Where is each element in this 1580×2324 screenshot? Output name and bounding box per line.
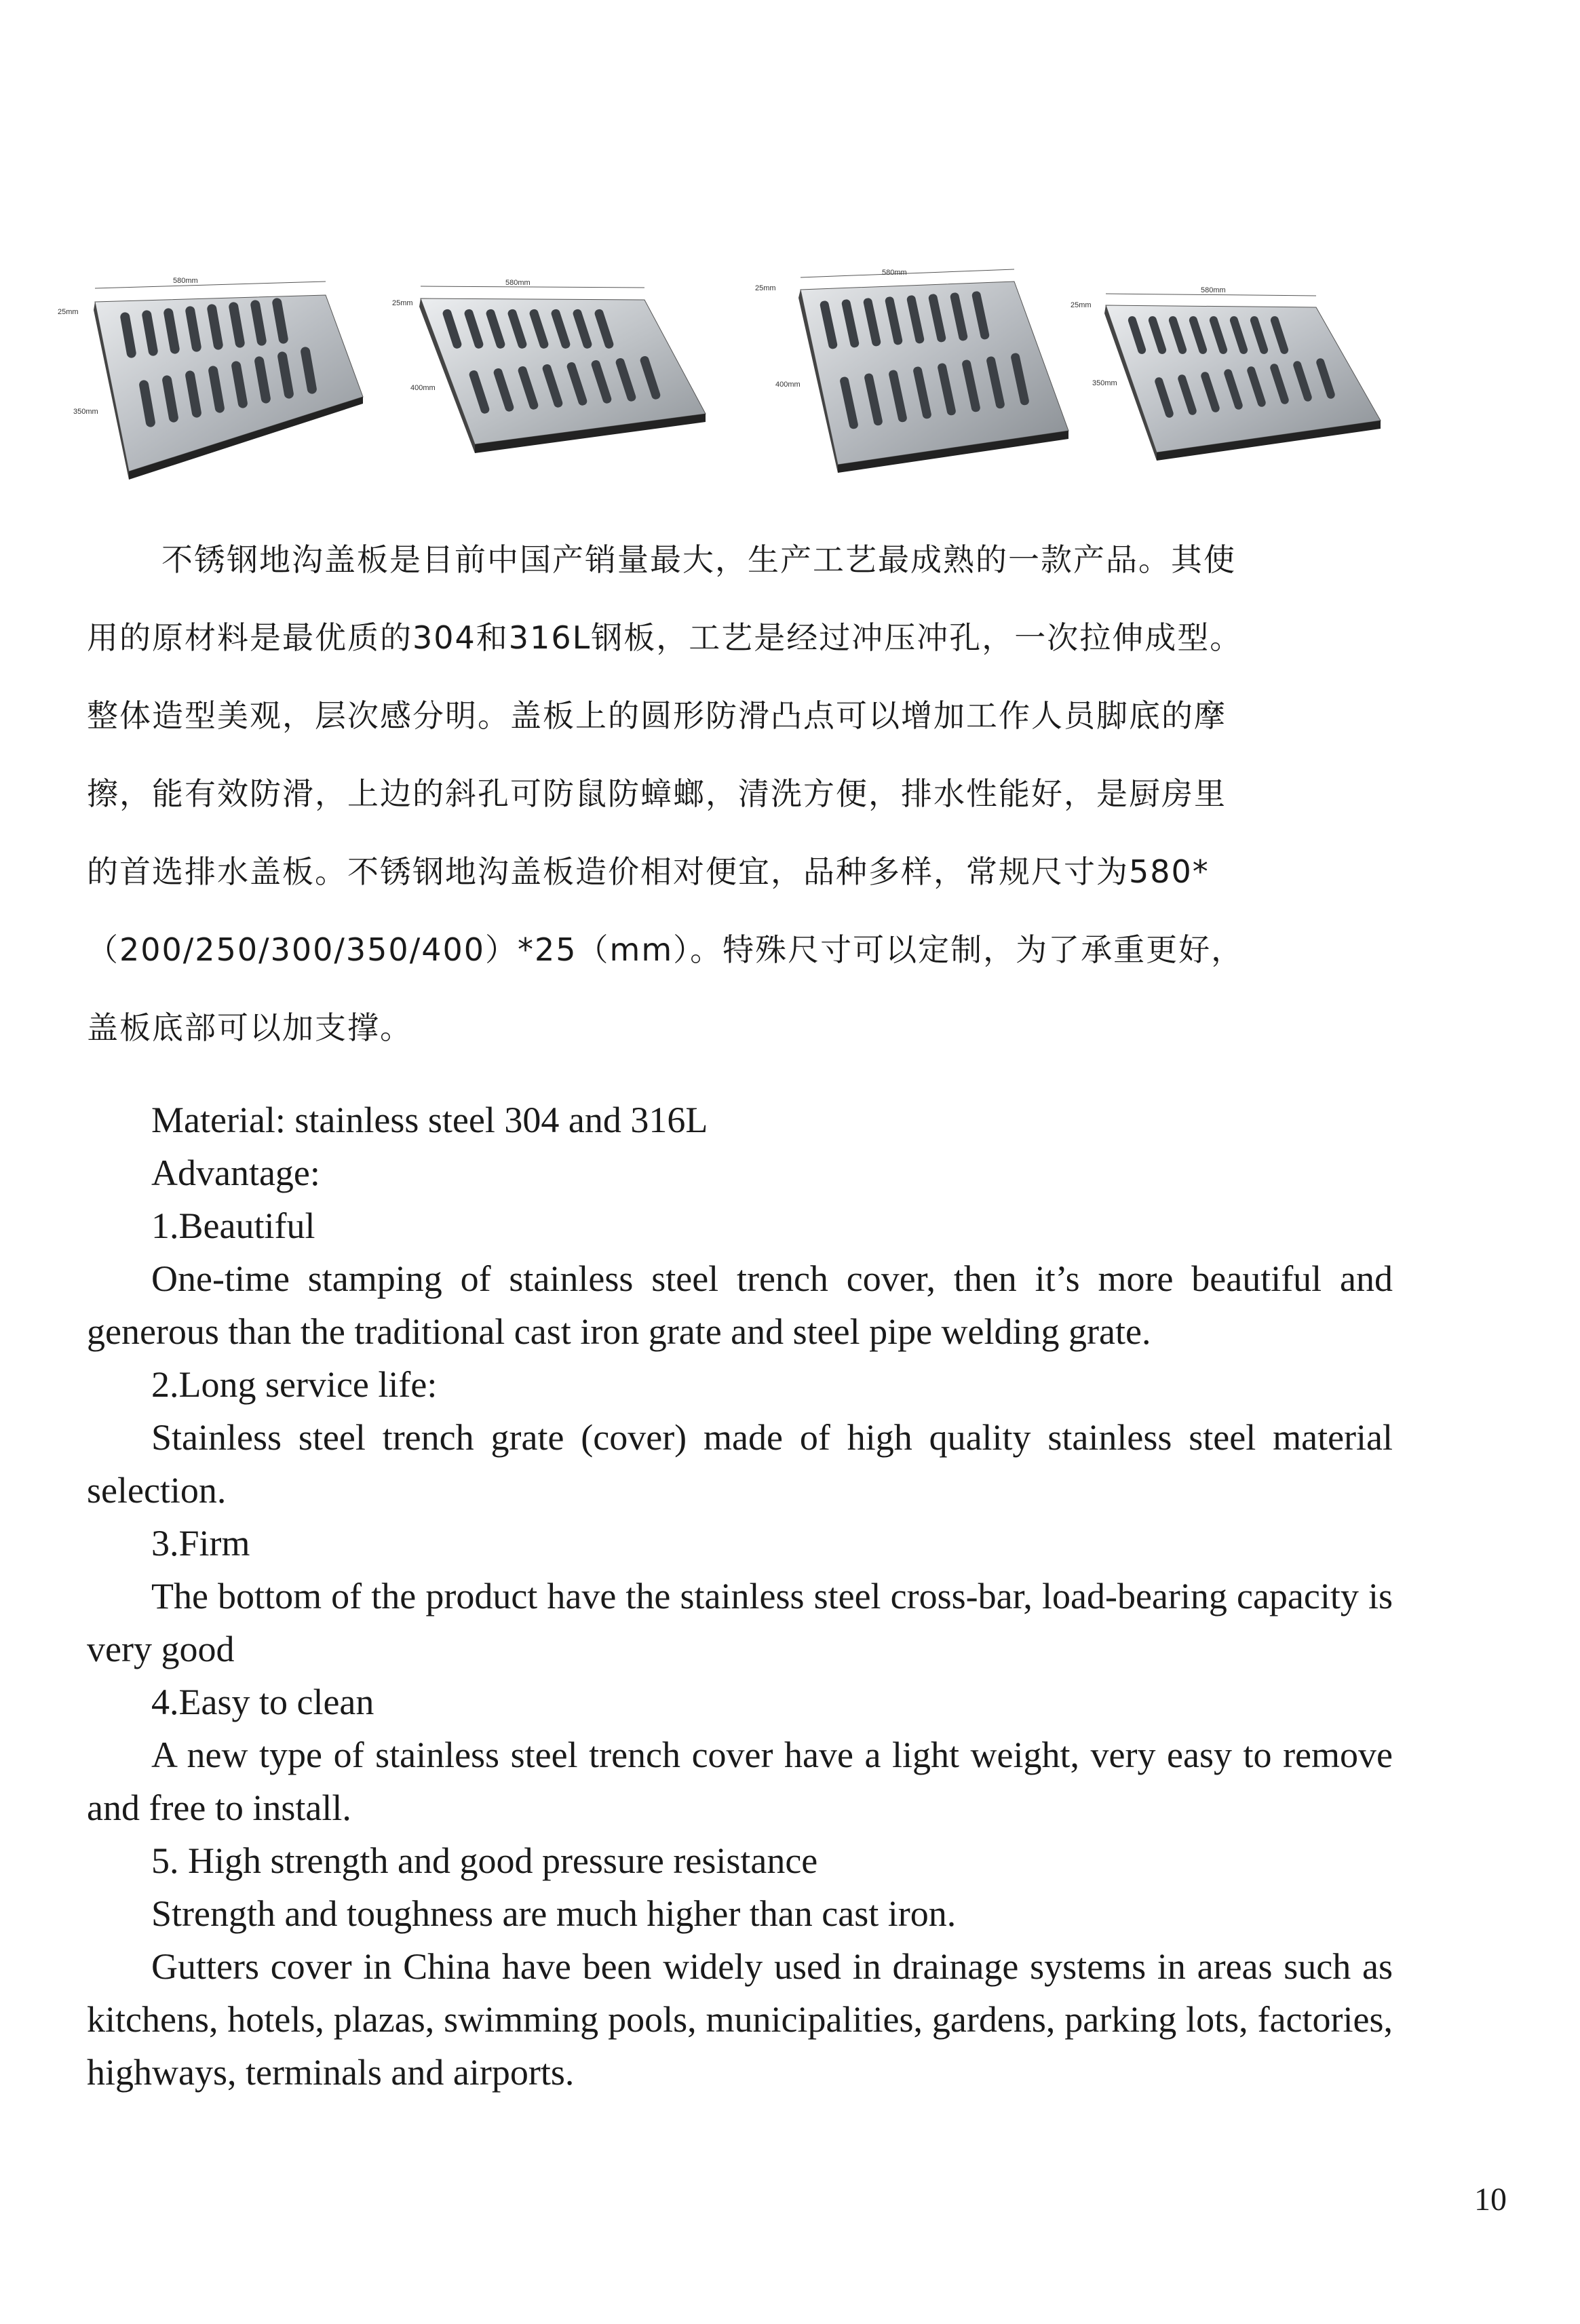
advantage-body: Strength and toughness are much higher than cast iron. [151, 1893, 957, 1934]
width-dimension-label: 580mm [1201, 286, 1226, 294]
chinese-line: 擦，能有效防滑，上边的斜孔可防鼠防蟑螂，清洗方便，排水性能好，是厨房里 [87, 775, 1227, 812]
chinese-line: （200/250/300/350/400）*25（mm）。特殊尺寸可以定制，为了承重更好， [87, 931, 1244, 968]
height-dimension-label: 25mm [1071, 301, 1092, 309]
advantage-title: 5. High strength and good pressure resistance [151, 1840, 818, 1881]
chinese-line: 盖板底部可以加支撑。 [87, 1009, 412, 1046]
height-dimension-label: 25mm [58, 308, 79, 316]
advantage-body: The bottom of the product have the stainless steel cross-bar, load-bearing capacity is very good [87, 1576, 1393, 1669]
chinese-line: 用的原材料是最优质的304和316L钢板，工艺是经过冲压冲孔，一次拉伸成型。 [87, 619, 1243, 656]
material-line: Material: stainless steel 304 and 316L [151, 1100, 708, 1140]
product-figure-1 [54, 268, 373, 485]
closing-paragraph: Gutters cover in China have been widely used in drainage systems in areas such as kitchens, hotels, plazas, swimming pools, municipalities, gardens, parking lots, factories, highways, terminals and airports. [87, 1946, 1393, 2093]
trench-cover-image [54, 268, 373, 485]
trench-cover-image [1068, 275, 1387, 471]
advantage-body: Stainless steel trench grate (cover) made of high quality stainless steel material selection. [87, 1417, 1393, 1511]
depth-dimension-label: 350mm [1092, 379, 1117, 387]
chinese-description [87, 521, 1383, 1067]
product-figure-3 [750, 268, 1075, 471]
product-figure-4 [1068, 275, 1387, 471]
width-dimension-label: 580mm [882, 269, 907, 277]
advantage-body: A new type of stainless steel trench cover have a light weight, very easy to remove and free to install. [87, 1735, 1393, 1828]
trench-cover-image [380, 271, 712, 475]
advantage-body: One-time stamping of stainless steel trench cover, then it’s more beautiful and generous than the traditional cast iron grate and steel pipe welding grate. [87, 1258, 1393, 1352]
product-figure-2 [380, 271, 712, 475]
advantage-heading: Advantage: [151, 1153, 320, 1193]
depth-dimension-label: 400mm [410, 384, 436, 392]
page-number: 10 [1474, 2182, 1507, 2218]
trench-cover-image [750, 268, 1075, 471]
depth-dimension-label: 400mm [775, 381, 801, 389]
width-dimension-label: 580mm [505, 279, 531, 287]
width-dimension-label: 580mm [173, 277, 198, 285]
advantage-title: 4.Easy to clean [151, 1682, 374, 1722]
chinese-line: 的首选排水盖板。不锈钢地沟盖板造价相对便宜，品种多样，常规尺寸为580* [87, 853, 1210, 890]
advantage-title: 3.Firm [151, 1523, 250, 1564]
height-dimension-label: 25mm [755, 284, 776, 292]
advantage-title: 1.Beautiful [151, 1205, 315, 1246]
height-dimension-label: 25mm [392, 299, 413, 307]
advantage-title: 2.Long service life: [151, 1364, 438, 1405]
depth-dimension-label: 350mm [73, 408, 98, 416]
chinese-line: 不锈钢地沟盖板是目前中国产销量最大，生产工艺最成熟的一款产品。其使 [161, 541, 1236, 578]
chinese-line: 整体造型美观，层次感分明。盖板上的圆形防滑凸点可以增加工作人员脚底的摩 [87, 697, 1227, 734]
english-description [87, 1093, 1393, 2099]
